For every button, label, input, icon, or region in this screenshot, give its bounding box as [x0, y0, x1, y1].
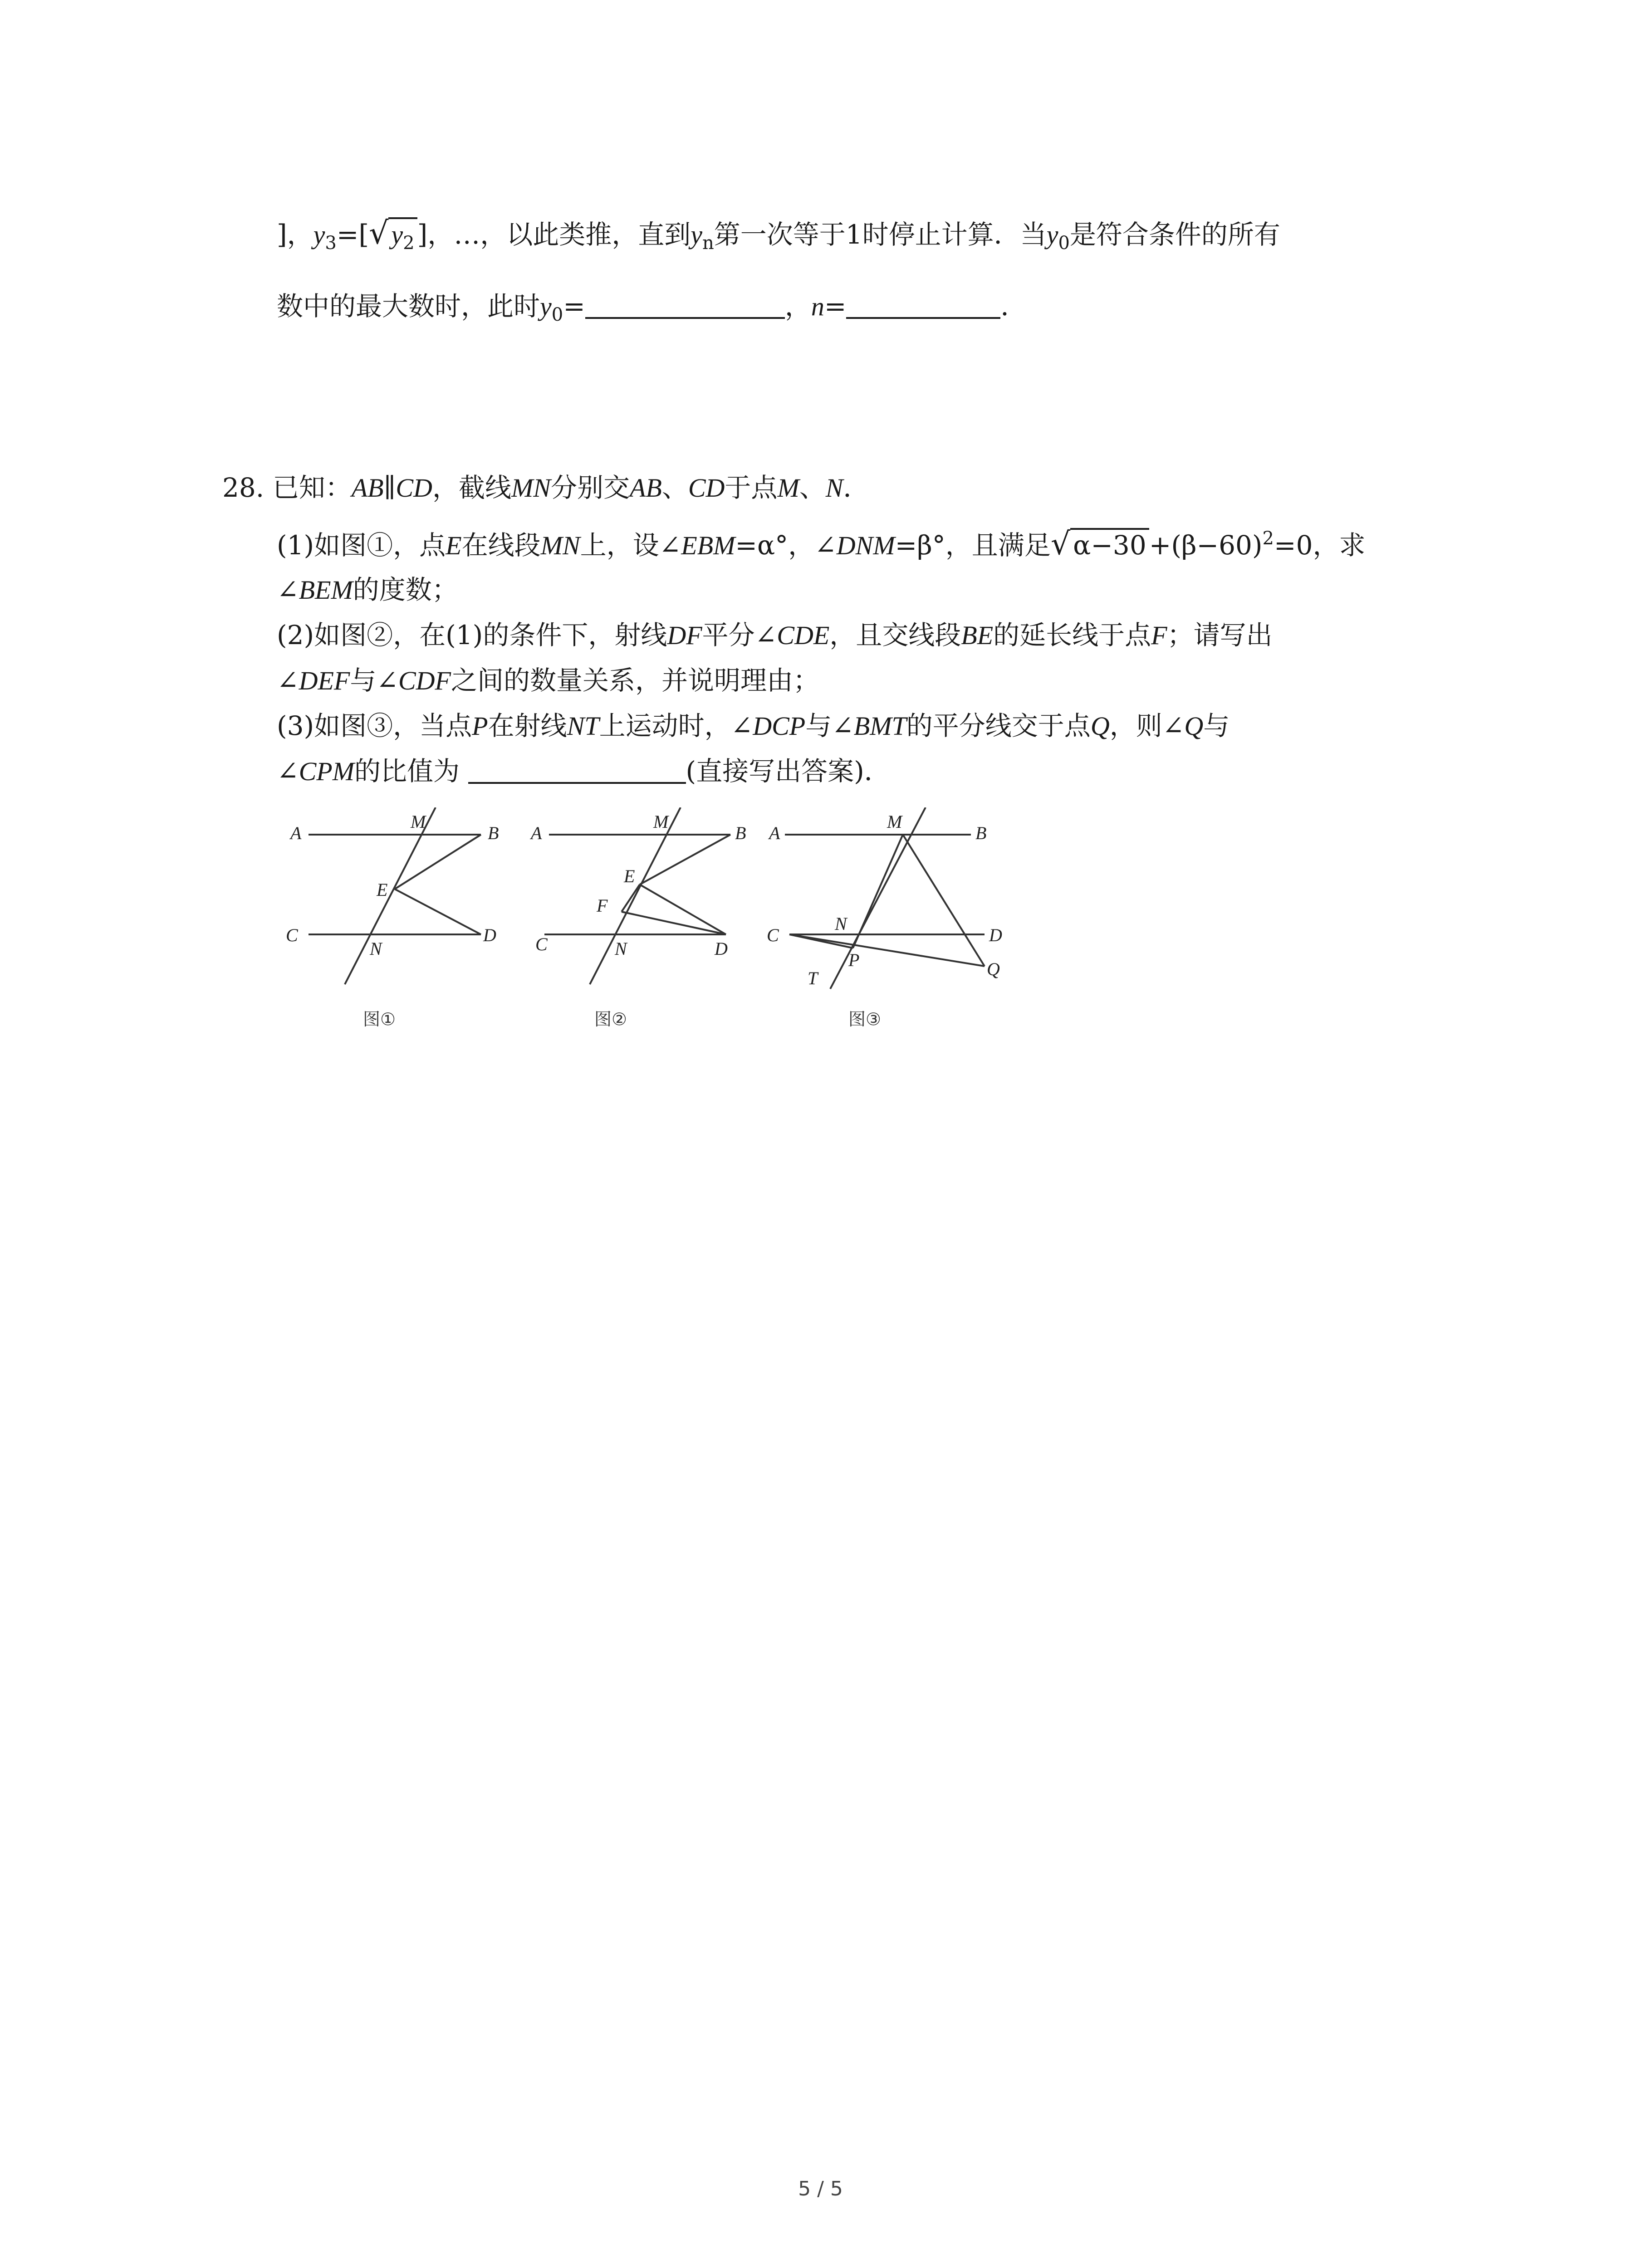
sqrt-alpha-minus-30: √ α−30 [1051, 524, 1149, 566]
answer-blank-ratio[interactable] [468, 755, 686, 784]
q28-part2-line2: ∠DEF与∠CDF之间的数量关系，并说明理由； [277, 665, 819, 696]
fig3-segment-pm [853, 835, 903, 948]
fig3-label-q: Q [987, 959, 1000, 979]
fig2-label-m: M [653, 811, 669, 832]
fig1-label-e: E [377, 880, 388, 900]
q28-stem: 28. 已知：AB∥CD，截线MN分别交AB、CD于点M、N． [222, 472, 870, 503]
figures [0, 807, 1641, 1034]
fig2-label-a: A [531, 823, 542, 843]
fig1-segment-ed [395, 889, 481, 934]
answer-blank-n[interactable] [846, 290, 1000, 319]
fig3-label-t: T [808, 968, 818, 988]
continuation-line-2: 数中的最大数时，此时$y_0=$ ，n= ． [277, 291, 1027, 325]
fig1-caption: 图① [363, 1009, 396, 1029]
q28-part1-line2: ∠BEM的度数； [277, 574, 458, 605]
fig2-label-d: D [715, 938, 728, 959]
fig2-label-n: N [615, 938, 627, 959]
page-number: 5 / 5 [798, 2177, 843, 2200]
fig3-caption: 图③ [848, 1009, 882, 1029]
figure-3 [785, 807, 985, 989]
answer-blank-y0[interactable] [585, 290, 785, 319]
fig2-caption: 图② [594, 1009, 627, 1029]
figure-2 [544, 807, 730, 984]
fig3-label-p: P [848, 950, 860, 970]
fig3-label-n: N [835, 914, 847, 934]
fig3-label-d: D [989, 925, 1002, 945]
q28-part3-line2: ∠CPM的比值为 (直接写出答案)． [277, 756, 891, 787]
fig2-label-f: F [597, 895, 608, 916]
fig1-label-m: M [411, 811, 426, 832]
fig3-segment-cq [789, 934, 985, 966]
fig1-label-a: A [290, 823, 302, 843]
fig2-label-c: C [535, 934, 548, 954]
fig3-label-m: M [887, 811, 902, 832]
q28-part1-line1: (1)如图①，点E在线段MN上，设∠EBM=α°，∠DNM=β°，且满足√ $\alpha-30 +(\beta-60)^2=0$，求 [277, 524, 1365, 566]
fig3-label-c: C [767, 925, 779, 945]
fig2-segment-fe [622, 885, 640, 912]
figure-1 [309, 807, 481, 984]
fig3-segment-mq [903, 835, 985, 966]
fig2-segment-fd [622, 912, 726, 934]
fig2-label-b: B [735, 823, 746, 843]
sqrt-y2: √ $y_2$ [369, 213, 417, 255]
fig2-segment-ed [640, 885, 726, 934]
fig2-label-e: E [624, 866, 635, 886]
fig1-label-n: N [370, 938, 382, 959]
fig3-label-b: B [975, 823, 987, 843]
fig1-label-c: C [286, 925, 298, 945]
q28-part3-line1: (3)如图③，当点P在射线NT上运动时，∠DCP与∠BMT的平分线交于点Q，则∠Q与 [277, 710, 1230, 741]
continuation-line-1: ]，$y_3=[√$ $y_2$ ]，…，以此类推，直到$y_n$第一次等于1时停止计算．当$y_0$是符合条件的所有 [277, 213, 1280, 255]
fig1-label-b: B [488, 823, 499, 843]
fig1-label-d: D [483, 925, 496, 945]
q28-part2-line1: (2)如图②，在(1)的条件下，射线DF平分∠CDE，且交线段BE的延长线于点F；请写出 [277, 620, 1273, 650]
fig3-label-a: A [769, 823, 780, 843]
